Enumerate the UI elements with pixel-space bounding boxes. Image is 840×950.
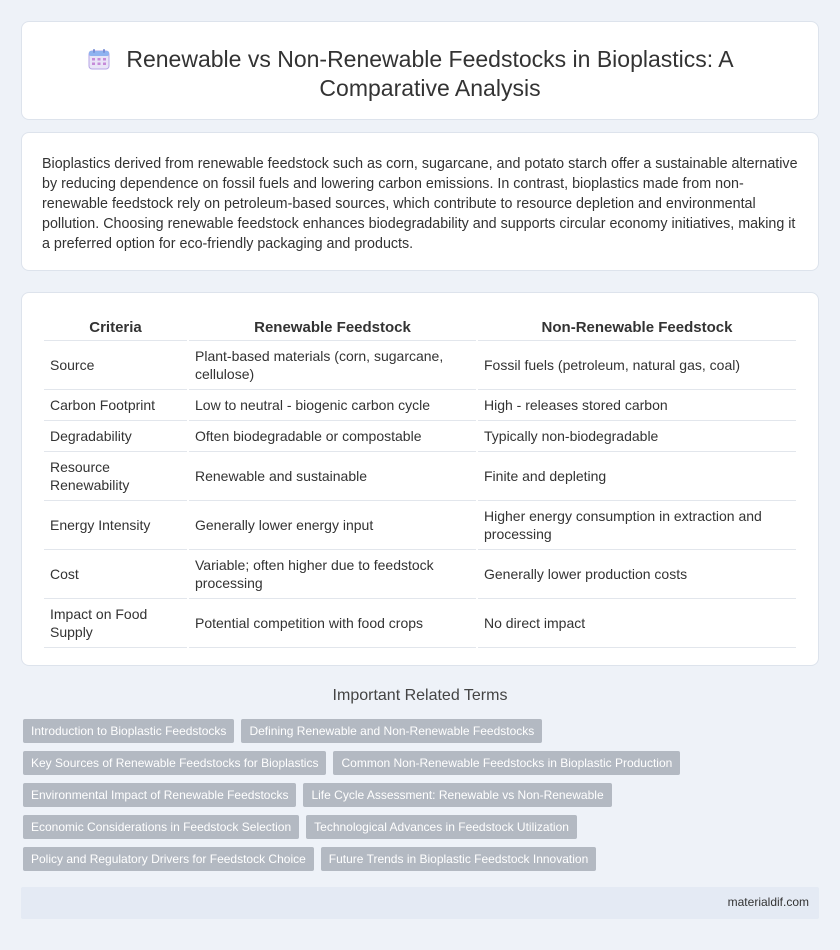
table-cell: Generally lower production costs <box>478 550 796 599</box>
intro-paragraph: Bioplastics derived from renewable feedstock such as corn, sugarcane, and potato starch offer a sustainable alternative by reducing dependence on fossil fuels and lowering carbon emissions. In contrast, bioplastics made from non-renewable feedstock rely on petroleum-based sources, which contribute to resource depletion and environmental pollution. Choosing renewable feedstock enhances biodegradability and supports circular economy initiatives, making it a preferred option for eco-friendly packaging and products. <box>42 156 798 252</box>
table-cell: Plant-based materials (corn, sugarcane, cellulose) <box>189 341 476 390</box>
site-link[interactable]: materialdif.com <box>727 895 809 909</box>
column-header: Renewable Feedstock <box>189 317 476 341</box>
intro-card <box>21 132 819 271</box>
table-cell: Low to neutral - biogenic carbon cycle <box>189 390 476 421</box>
table-row <box>44 550 796 599</box>
table-cell: Often biodegradable or compostable <box>189 421 476 452</box>
table-row <box>44 599 796 648</box>
table-cell: Energy Intensity <box>44 501 187 550</box>
table-row <box>44 501 796 550</box>
table-cell: High - releases stored carbon <box>478 390 796 421</box>
table-cell: Renewable and sustainable <box>189 452 476 501</box>
table-cell: Source <box>44 341 187 390</box>
table-cell: Typically non-biodegradable <box>478 421 796 452</box>
related-term-tag[interactable]: Key Sources of Renewable Feedstocks for Bioplastics <box>23 751 326 775</box>
table-cell: Degradability <box>44 421 187 452</box>
table-cell: Potential competition with food crops <box>189 599 476 648</box>
related-term-tag[interactable]: Future Trends in Bioplastic Feedstock Innovation <box>321 847 596 871</box>
related-term-tag[interactable]: Environmental Impact of Renewable Feedstocks <box>23 783 296 807</box>
table-cell: Carbon Footprint <box>44 390 187 421</box>
related-term-tag[interactable]: Policy and Regulatory Drivers for Feedstock Choice <box>23 847 314 871</box>
table-cell: Finite and depleting <box>478 452 796 501</box>
related-terms-list <box>23 719 803 879</box>
header-card <box>21 21 819 120</box>
comparison-table-card <box>21 292 819 666</box>
comparison-table <box>42 317 798 648</box>
table-header-row <box>44 317 796 341</box>
table-row <box>44 341 796 390</box>
table-cell: Higher energy consumption in extraction and processing <box>478 501 796 550</box>
footer-bar <box>21 887 819 919</box>
table-cell: Variable; often higher due to feedstock processing <box>189 550 476 599</box>
related-term-tag[interactable]: Economic Considerations in Feedstock Selection <box>23 815 299 839</box>
table-row <box>44 452 796 501</box>
column-header: Criteria <box>44 317 187 341</box>
table-cell: Impact on Food Supply <box>44 599 187 648</box>
related-term-tag[interactable]: Technological Advances in Feedstock Utilization <box>306 815 577 839</box>
column-header: Non-Renewable Feedstock <box>478 317 796 341</box>
related-term-tag[interactable]: Common Non-Renewable Feedstocks in Bioplastic Production <box>333 751 680 775</box>
table-cell: Resource Renewability <box>44 452 187 501</box>
related-term-tag[interactable]: Life Cycle Assessment: Renewable vs Non-Renewable <box>303 783 611 807</box>
related-term-tag[interactable]: Introduction to Bioplastic Feedstocks <box>23 719 234 743</box>
table-row <box>44 390 796 421</box>
page-title: Renewable vs Non-Renewable Feedstocks in Bioplastics: A Comparative Analysis <box>126 46 734 101</box>
table-row <box>44 421 796 452</box>
related-terms-heading: Important Related Terms <box>332 687 508 704</box>
table-cell: Fossil fuels (petroleum, natural gas, coal) <box>478 341 796 390</box>
related-term-tag[interactable]: Defining Renewable and Non-Renewable Feedstocks <box>241 719 542 743</box>
table-cell: No direct impact <box>478 599 796 648</box>
table-cell: Generally lower energy input <box>189 501 476 550</box>
table-cell: Cost <box>44 550 187 599</box>
